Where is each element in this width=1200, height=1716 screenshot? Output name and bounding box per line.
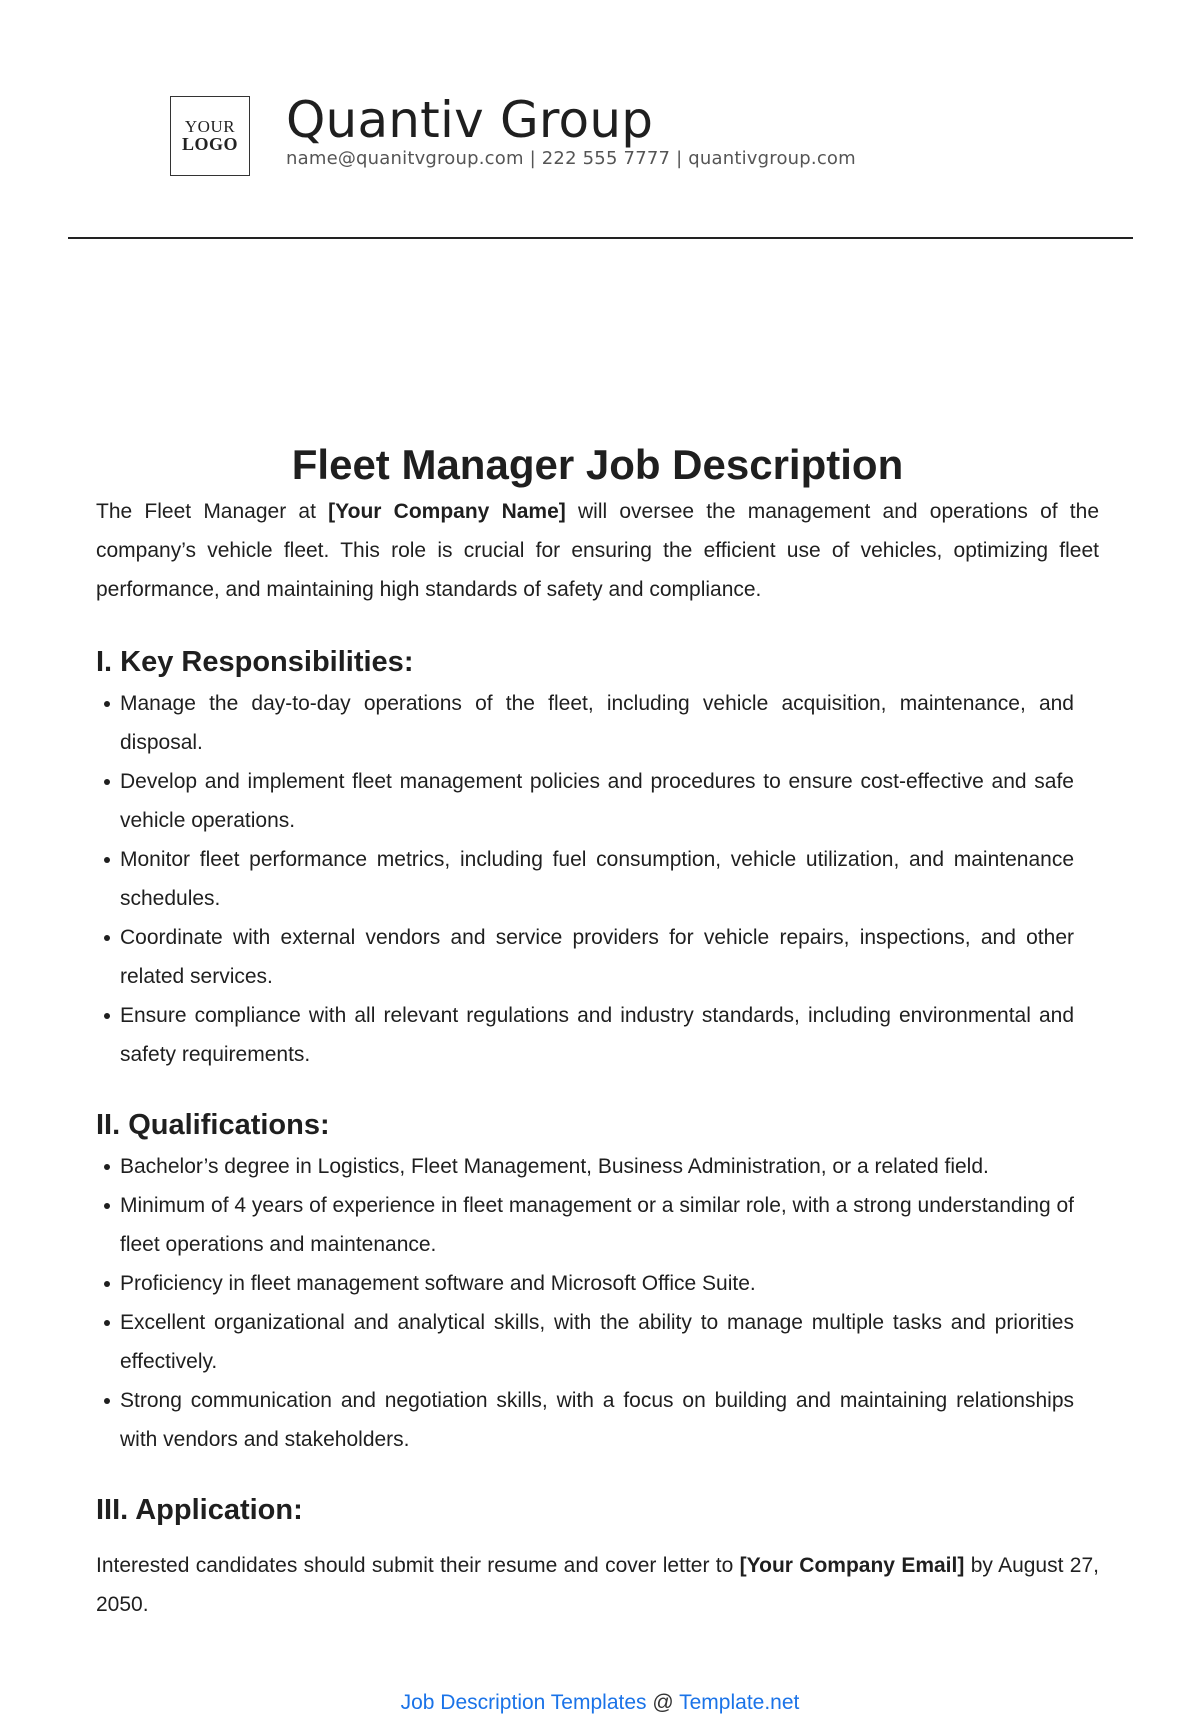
intro-text-start: The Fleet Manager at — [96, 500, 329, 524]
list-item: Bachelor’s degree in Logistics, Fleet Management, Business Administration, or a related field. — [96, 1147, 1074, 1186]
intro-paragraph — [96, 492, 1099, 609]
section-title-qualifications: II. Qualifications: — [96, 1109, 330, 1142]
qualifications-list — [96, 1147, 1074, 1459]
logo-text-top: YOUR — [184, 116, 236, 136]
template-net-link[interactable]: Template.net — [679, 1691, 800, 1714]
intro-text-end: will oversee the management and operations of the company’s vehicle fleet. This role is crucial for ensuring the efficient use of vehicles, optimizing fleet performance, and maintaining high standards of safety and compliance. — [96, 500, 1100, 602]
list-item: Strong communication and negotiation skills, with a focus on building and maintaining relationships with vendors and stakeholders. — [96, 1381, 1074, 1459]
logo-placeholder — [170, 96, 250, 176]
list-item: Develop and implement fleet management policies and procedures to ensure cost-effective and safe vehicle operations. — [96, 762, 1074, 840]
list-item: Excellent organizational and analytical skills, with the ability to manage multiple tasks and priorities effectively. — [96, 1303, 1074, 1381]
job-description-templates-link[interactable]: Job Description Templates — [400, 1691, 647, 1714]
list-item: Coordinate with external vendors and service providers for vehicle repairs, inspections, and other related services. — [96, 918, 1074, 996]
company-name-placeholder: [Your Company Name] — [328, 500, 566, 524]
footer-attribution — [0, 1690, 1200, 1716]
list-item: Ensure compliance with all relevant regulations and industry standards, including environmental and safety requirements. — [96, 996, 1074, 1074]
header-divider — [68, 237, 1133, 239]
brand-block — [286, 92, 856, 169]
section-title-application: III. Application: — [96, 1493, 303, 1526]
application-text-start: Interested candidates should submit their resume and cover letter to — [96, 1553, 740, 1577]
document-title: Fleet Manager Job Description — [291, 441, 904, 488]
logo-text-bottom: LOGO — [181, 134, 238, 155]
footer-separator: @ — [646, 1691, 680, 1714]
application-text-end: by August 27, 2050. — [96, 1553, 1099, 1616]
company-email-placeholder: [Your Company Email] — [739, 1553, 965, 1577]
letterhead — [170, 91, 856, 178]
section-title-responsibilities: I. Key Responsibilities: — [96, 646, 414, 679]
list-item: Monitor fleet performance metrics, including fuel consumption, vehicle utilization, and maintenance schedules. — [96, 840, 1074, 918]
list-item: Manage the day-to-day operations of the fleet, including vehicle acquisition, maintenance, and disposal. — [96, 684, 1074, 762]
list-item: Minimum of 4 years of experience in fleet management or a similar role, with a strong understanding of fleet operations and maintenance. — [96, 1186, 1074, 1264]
responsibilities-list — [96, 684, 1074, 1074]
application-paragraph — [96, 1546, 1099, 1624]
company-contact: name@quanitvgroup.com | 222 555 7777 | quantivgroup.com — [286, 147, 856, 169]
company-name: Quantiv Group — [286, 91, 654, 149]
document-body — [96, 440, 1099, 1624]
list-item: Proficiency in fleet management software and Microsoft Office Suite. — [96, 1264, 1074, 1303]
